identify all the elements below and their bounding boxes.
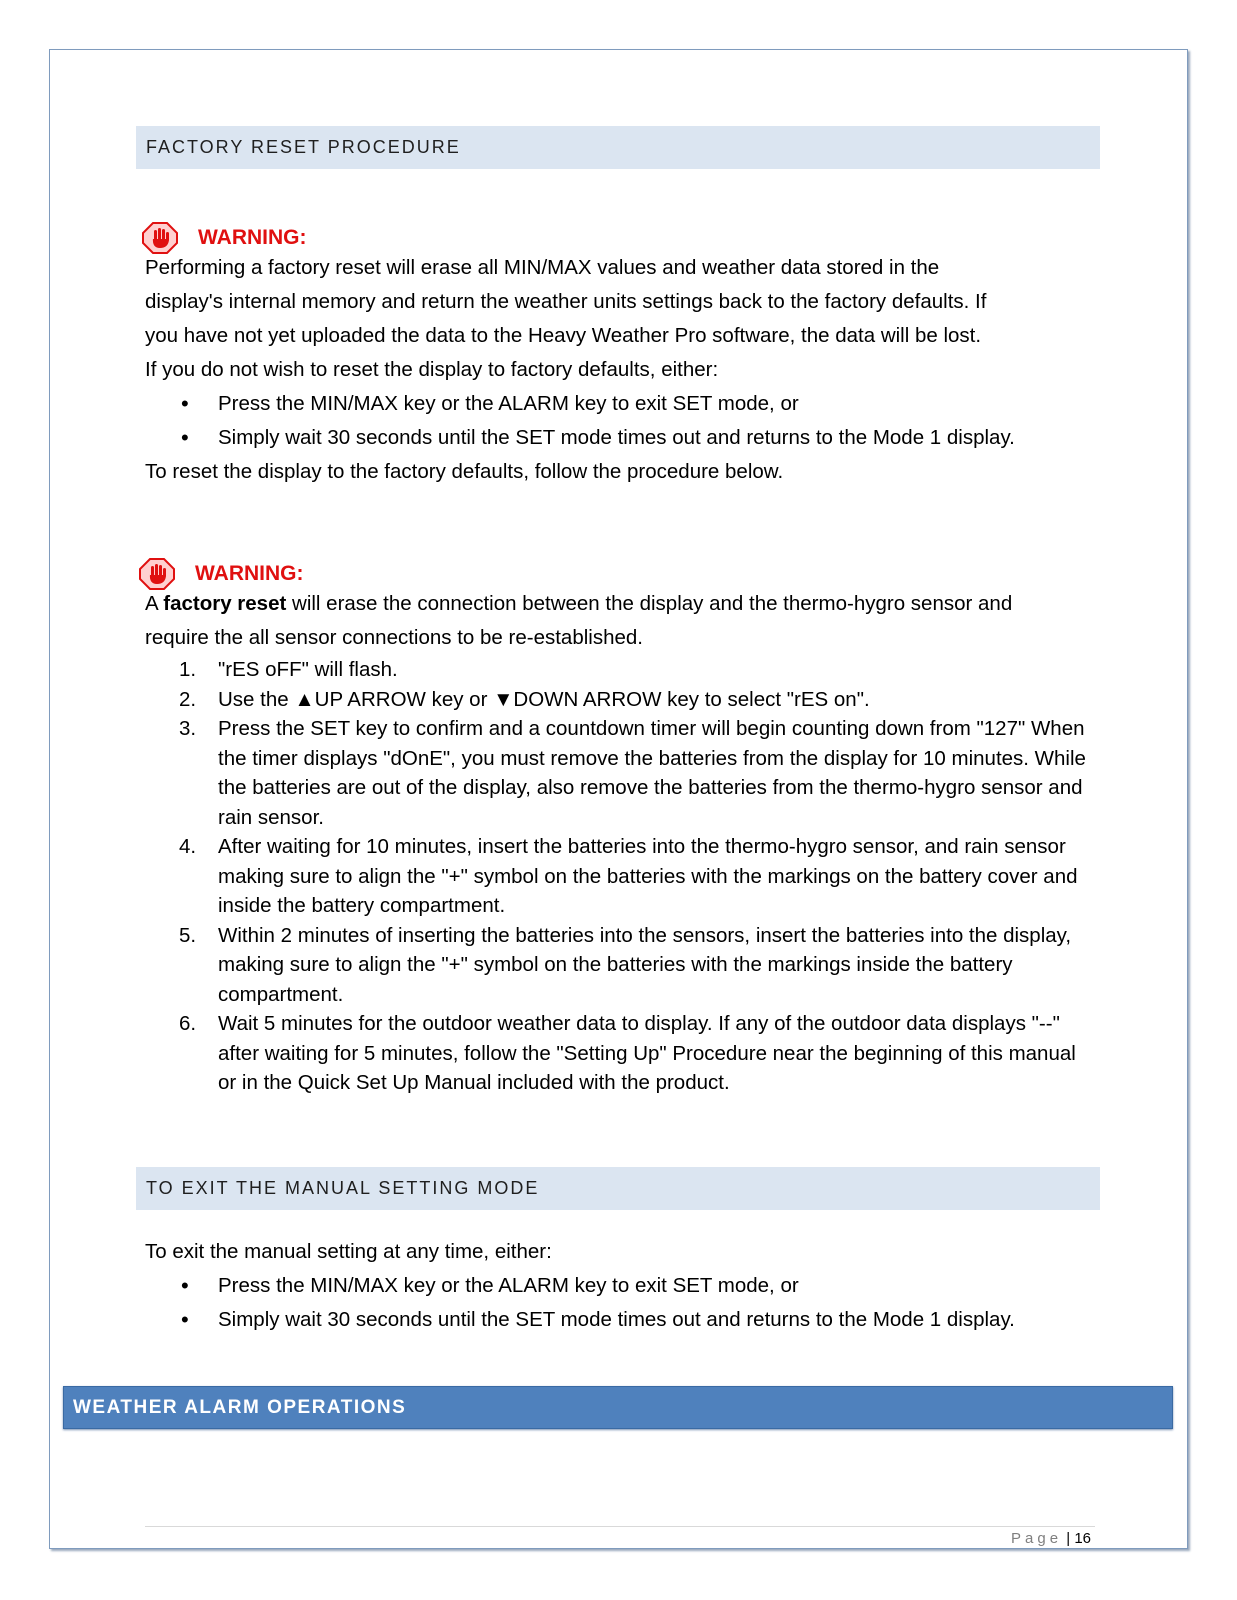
step-text: "rES oFF" will flash. [218, 658, 398, 681]
stop-hand-icon [139, 558, 175, 590]
list-item [145, 685, 1095, 715]
paragraph-line: To reset the display to the factory defaults, follow the procedure below. [145, 460, 784, 483]
step-text: Wait 5 minutes for the outdoor weather data to display. If any of the outdoor data displays "--" after waiting for 5 minutes, follow the "Setting Up" Procedure near the beginning of this manual or in the Quick Set Up Manual included with the product. [218, 1012, 1076, 1094]
step-number: 1. [179, 658, 197, 681]
step-number: 6. [179, 1012, 197, 1035]
warning-1 [142, 222, 307, 254]
factory-reset-heading [136, 126, 1100, 169]
footer-divider [145, 1526, 1095, 1527]
warning-2-body [145, 587, 1105, 655]
page-separator: | [1066, 1530, 1071, 1547]
list-item [145, 921, 1095, 1010]
list-item [145, 832, 1095, 921]
bold-term: factory reset [163, 592, 287, 615]
step-number: 3. [179, 717, 197, 740]
stop-hand-icon [142, 222, 178, 254]
paragraph-line: you have not yet uploaded the data to the Heavy Weather Pro software, the data will be lost. [145, 324, 982, 347]
step-number: 4. [179, 835, 197, 858]
warning-label: WARNING: [198, 226, 307, 249]
list-item: • Simply wait 30 seconds until the SET mode times out and returns to the Mode 1 display. [145, 421, 1105, 455]
alarm-operations-heading [63, 1386, 1173, 1429]
page-number: 16 [1074, 1530, 1091, 1547]
warning-2 [139, 558, 304, 590]
step-number: 5. [179, 923, 197, 947]
bullet-list [145, 387, 1105, 455]
paragraph-line: To exit the manual setting at any time, either: [145, 1240, 552, 1263]
paragraph-line: require the all sensor connections to be re-established. [145, 626, 643, 649]
warning-label: WARNING: [195, 562, 304, 585]
procedure-steps [145, 655, 1095, 1098]
step-text: Within 2 minutes of inserting the batteries into the sensors, insert the batteries into the display, making sure to align the "+" symbol on the batteries with the markings inside the battery compartment. [218, 923, 1072, 1006]
paragraph-line: If you do not wish to reset the display to factory defaults, either: [145, 358, 719, 381]
exit-heading [136, 1167, 1100, 1210]
paragraph-line: Performing a factory reset will erase all MIN/MAX values and weather data stored in the [145, 256, 940, 279]
step-text: Use the ▲UP ARROW key or ▼DOWN ARROW key to select "rES on". [218, 687, 870, 711]
step-text: Press the SET key to confirm and a countdown timer will begin counting down from "127" When the timer displays "dOnE", you must remove the batteries from the display for 10 minutes. While the batteries are out of the display, also remove the batteries from the thermo-hygro sensor and rain sensor. [218, 717, 1086, 829]
page-footer [1011, 1530, 1091, 1547]
paragraph-line: display's internal memory and return the weather units settings back to the factory defaults. If [145, 290, 987, 313]
exit-heading-text: TO EXIT THE MANUAL SETTING MODE [146, 1178, 540, 1198]
list-item: • Simply wait 30 seconds until the SET mode times out and returns to the Mode 1 display. [145, 1303, 1105, 1337]
list-item [145, 714, 1095, 832]
list-item [145, 655, 1095, 685]
paragraph-line [145, 587, 1105, 621]
exit-body [145, 1235, 1105, 1337]
bullet-list [145, 1269, 1105, 1337]
list-item: • Press the MIN/MAX key or the ALARM key to exit SET mode, or [145, 1269, 1105, 1303]
step-text: After waiting for 10 minutes, insert the batteries into the thermo-hygro sensor, and rain sensor making sure to align the "+" symbol on the batteries with the markings on the battery cover and inside the battery compartment. [218, 835, 1078, 917]
text-prefix: A [145, 592, 164, 615]
warning-1-body [145, 251, 1105, 489]
list-item [145, 1009, 1095, 1098]
alarm-operations-heading-text: WEATHER ALARM OPERATIONS [73, 1396, 407, 1418]
text-suffix: will erase the connection between the display and the thermo-hygro sensor and [286, 592, 1013, 615]
list-item: • Press the MIN/MAX key or the ALARM key to exit SET mode, or [145, 387, 1105, 421]
step-number: 2. [179, 687, 197, 711]
page-word: Page [1011, 1530, 1063, 1547]
factory-reset-heading-text: FACTORY RESET PROCEDURE [146, 137, 461, 157]
